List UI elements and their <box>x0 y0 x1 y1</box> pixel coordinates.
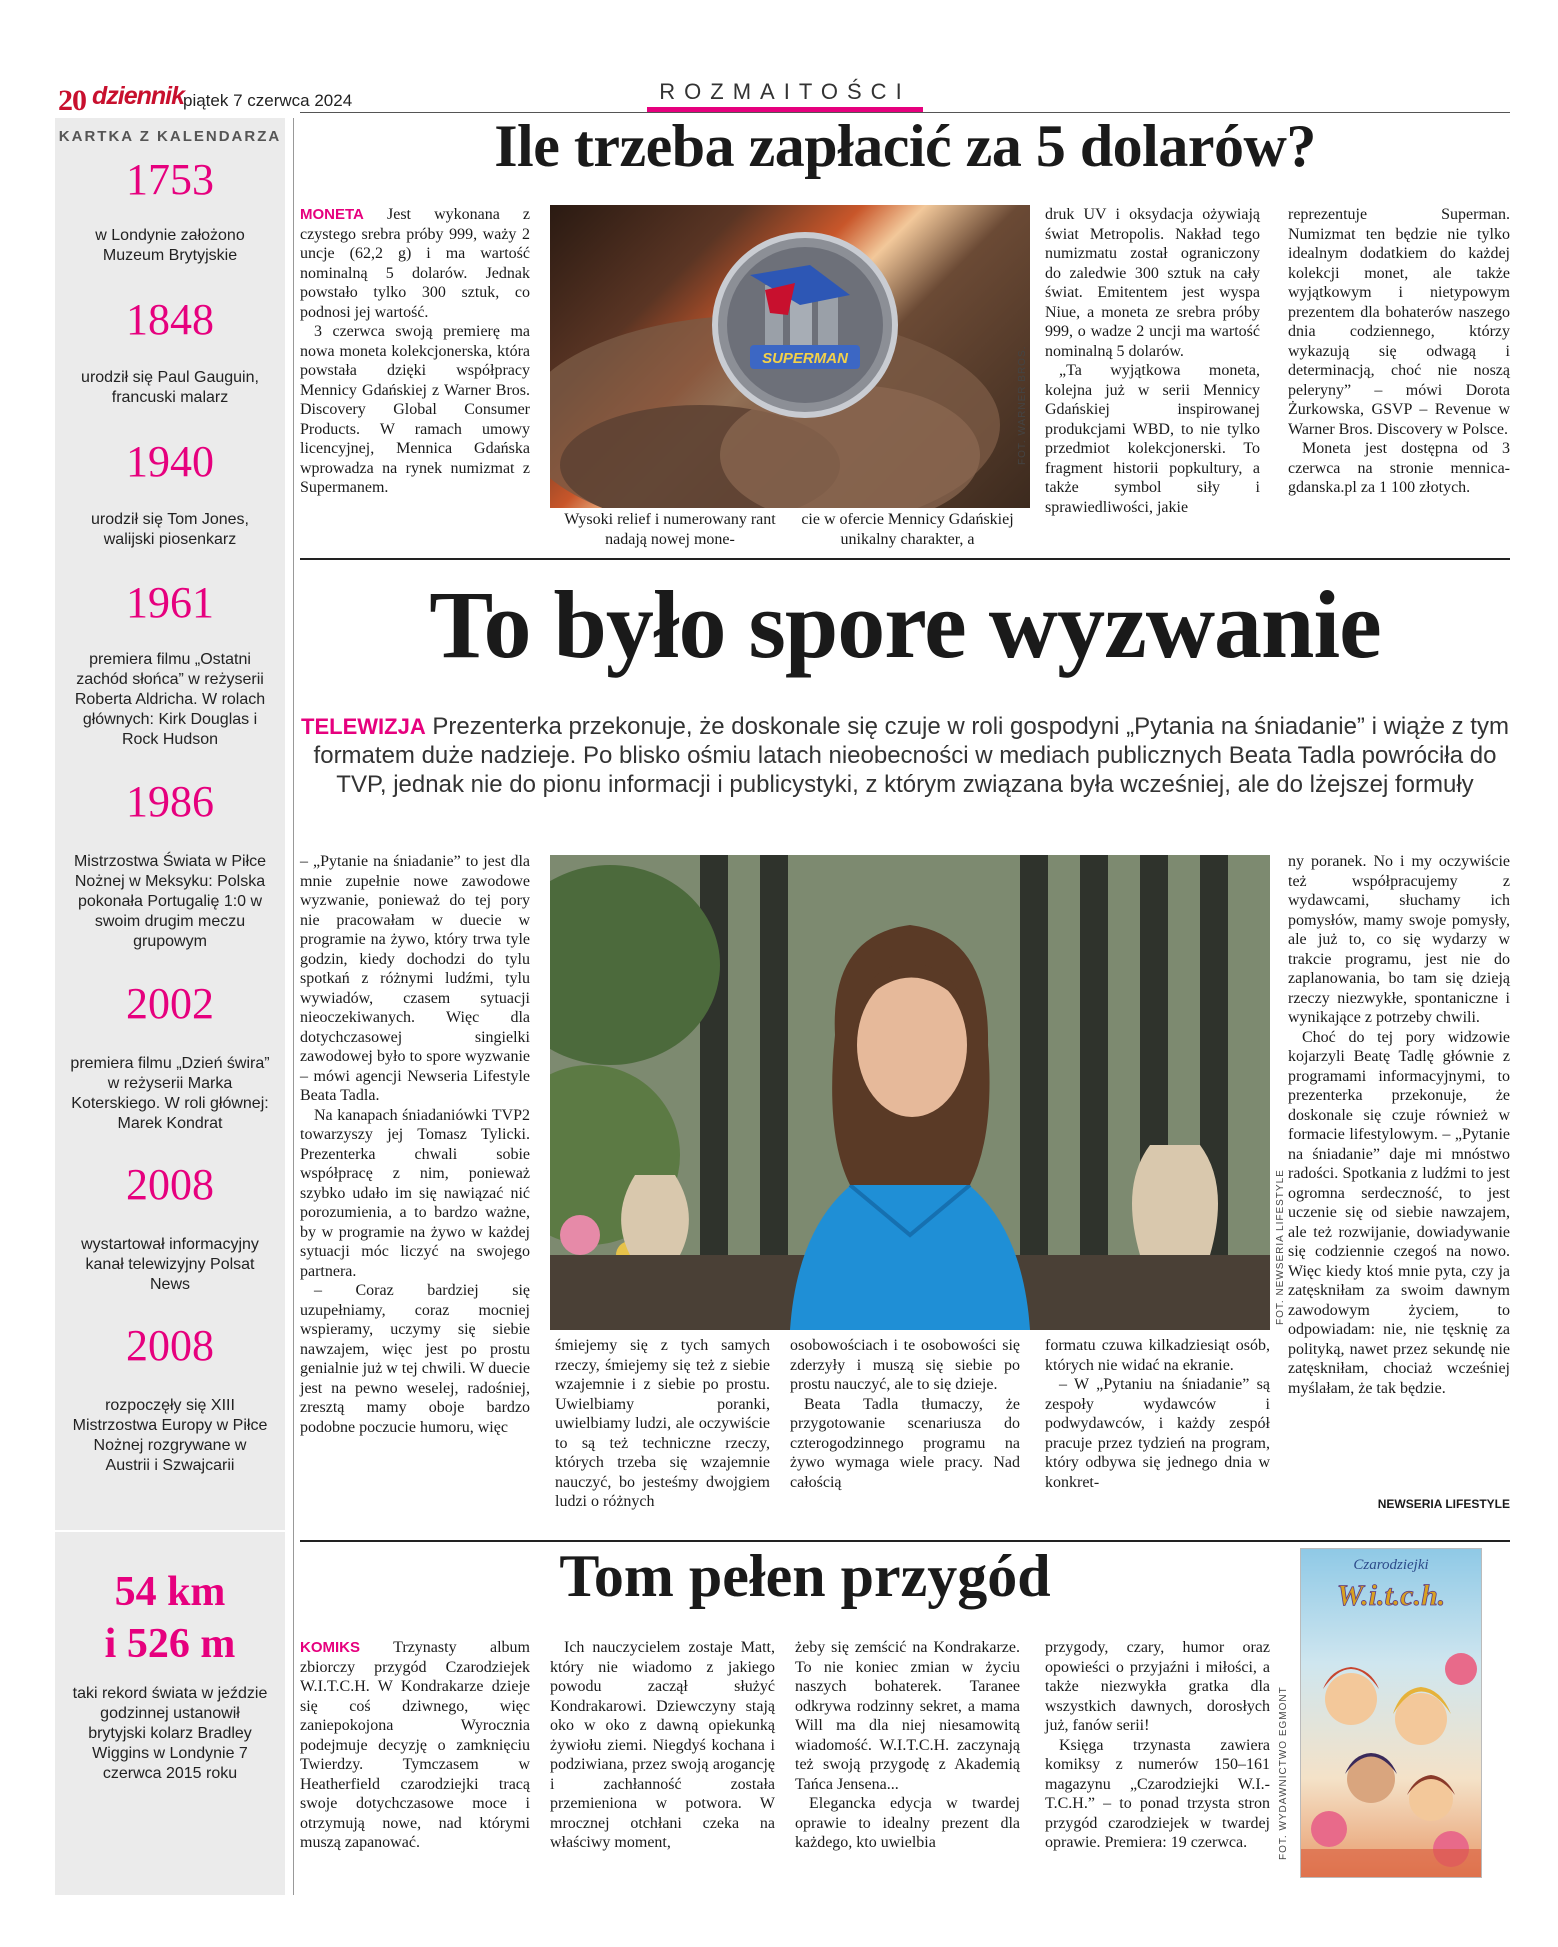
calendar-year: 1940 <box>126 437 214 486</box>
sidebar-title: KARTKA Z KALENDARZA <box>58 128 282 145</box>
article3-col1 <box>300 1638 530 1853</box>
article1-caption: Wysoki relief i numerowany rant nadają nowej mone- <box>564 511 776 548</box>
comic-cover <box>1300 1548 1482 1878</box>
coin-inscription: SUPERMAN <box>762 350 848 367</box>
article3-text: przygody, czary, humor oraz opowieści o przyjaźni i miłości, a także niezwykła gratka dla wszystkich dawnych, dorosłych już, fanów serii! <box>1045 1639 1270 1734</box>
article3-text: Elegancka edycja w twardej oprawie to idealny prezent dla każdego, kto uwielbia <box>795 1795 1020 1851</box>
article1-text: Jest wykonana z czystego srebra próby 999, waży 2 uncje (62,2 g) i ma wartość nominalną 5 dolarów. Jednak powstało tylko 300 sztuk, co podnosi jej wartość. <box>300 206 531 321</box>
article1-col1 <box>300 205 530 498</box>
coin-illustration <box>550 205 1030 508</box>
calendar-year: 2002 <box>126 979 214 1028</box>
article1-text: reprezentuje Superman. Numizmat ten będzie nie tylko idealnym dodatkiem do każdej kolekcji monet, ale także wyjątkowym i nietypowym prezentem dla bohaterów naszego dnia codziennego, którzy wykazują się odwagą i determinacją, choć nie noszą peleryny” – mówi Dorota Żurkowska, GSVP – Revenue w Warner Bros. Discovery w Polsce. <box>1288 206 1510 438</box>
article1-col5 <box>1288 205 1510 498</box>
article1-caption: cie w ofercie Mennicy Gdańskiej unikalny charakter, a <box>801 511 1014 548</box>
article3-text: żeby się zemścić na Kondrakarze. To nie koniec zmian w życiu naszych bohaterek. Taranee odkrywa rodzinny sekret, a mama Will ma dla niej niesamowitą wiadomość. W.I.T.C.H. zaczynają też swoją przygodę z Akademią Tańca Jensena... <box>795 1639 1020 1793</box>
article1-col4 <box>1045 205 1260 517</box>
calendar-year: 2008 <box>126 1321 214 1370</box>
article2-text: – W „Pytaniu na śniadanie” są zespoły wydawców i podwydawców, i każdy zespół pracuje przez tydzień na program, który odbywa się jednego dnia w konkret- <box>1045 1376 1270 1491</box>
issue-date: piątek 7 czerwca 2024 <box>183 91 353 110</box>
article3-text: Trzynasty album zbiorczy przygód Czarodziejek W.I.T.C.H. W Kondrakarze dzieje się coś dziwnego, więc zaniepokojona Wyrocznia podejmuje decyzję o zamknięciu Twierdzy. Tymczasem w Heatherfield czarodziejki tracą swoje dotychczasowe moce i otrzymują nowe, nad którymi muszą zapanować. <box>300 1639 530 1851</box>
article-divider <box>300 558 1510 560</box>
newspaper-logo: dziennik <box>92 82 185 110</box>
article3-col2 <box>550 1638 775 1853</box>
article1-headline: Ile trzeba zapłacić za 5 dolarów? <box>494 113 1316 179</box>
calendar-event: rozpoczęły się XIII Mistrzostwa Europy w Piłce Nożnej rozgrywane w Austrii i Szwajcarii <box>72 1397 268 1474</box>
page-number: 20 <box>58 84 86 117</box>
record-distance-2: i 526 m <box>104 1621 236 1667</box>
article2-col1 <box>300 852 530 1437</box>
article1-text: 3 czerwca swoją premierę ma nowa moneta kolekcjonerska, która powstała dzięki współpracy Mennicy Gdańskiej z Warner Bros. Discovery Global Consumer Products. W ramach umowy licencyjnej, Mennica Gdańska wprowadza na rynek numizmat z Supermanem. <box>300 323 530 496</box>
calendar-event: urodził się Tom Jones, walijski piosenkarz <box>91 511 249 548</box>
cover-logo: W.i.t.c.h. <box>1336 1579 1446 1612</box>
photo-credit: FOT. WYDAWNICTWO EGMONT <box>1278 1686 1289 1860</box>
article2-col2 <box>555 1336 770 1512</box>
presenter-illustration <box>550 855 1270 1330</box>
article1-kicker: MONETA <box>300 206 364 223</box>
article2-text: Beata Tadla tłumaczy, że przygotowanie scenariusza do czterogodzinnego programu na żywo wymaga wiele pracy. Nad całością <box>790 1395 1020 1491</box>
article2-lead-text: Prezenterka przekonuje, że doskonale się czuje w roli gospodyni „Pytania na śniadanie” i wiąże z tym formatem duże nadzieje. Po blisko ośmiu latach nieobecności w mediach publicznych Beata Tadla powróciła do TVP, jednak nie do pionu informacji i publicystyki, z którym związana była wcześniej, ale do lżejszej formuły <box>313 713 1509 798</box>
article2-col3 <box>790 1336 1020 1492</box>
calendar-event: premiera filmu „Dzień świra” w reżyserii Marka Koterskiego. W roli głównej: Marek Kondrat <box>70 1055 270 1132</box>
calendar-event: w Londynie założono Muzeum Brytyjskie <box>95 227 245 264</box>
cover-title: Czarodziejki <box>1353 1557 1429 1573</box>
article2-text: Na kanapach śniadaniówki TVP2 towarzyszy jej Tomasz Tylicki. Prezenterka chwali sobie współpracę z nim, ponieważ szybko udało im się nawiązać nić porozumienia, a to bardzo ważne, by w programie na żywo w każdej sytuacji móc liczyć na swojego partnera. <box>300 1106 530 1280</box>
article3-col4 <box>1045 1638 1270 1853</box>
article2-signature: NEWSERIA LIFESTYLE <box>1377 1497 1510 1511</box>
record-distance: 54 km <box>114 1569 226 1615</box>
calendar-event: urodził się Paul Gauguin, francuski malarz <box>81 369 259 406</box>
article2-lead <box>300 712 1510 799</box>
article3-headline: Tom pełen przygód <box>559 1543 1051 1609</box>
article3-text: Księga trzynasta zawiera komiksy z numerów 150–161 magazynu „Czarodziejki W.I.-T.C.H.” – to ponad trzysta stron przygód czarodziejek w twardej oprawie. Premiera: 19 czerwca. <box>1045 1736 1270 1851</box>
article1-text: druk UV i oksydacja ożywiają świat Metropolis. Nakład tego numizmatu został ograniczony do zaledwie 300 sztuk na cały świat. Emitentem jest wyspa Niue, a moneta ze srebra próby 999, o wadze 2 uncji ma wartość nominalną 5 dolarów. <box>1045 206 1260 360</box>
calendar-year: 1848 <box>126 295 214 344</box>
calendar-year: 1753 <box>126 155 214 204</box>
article3-kicker: KOMIKS <box>300 1639 360 1656</box>
article3-col3 <box>795 1638 1020 1853</box>
calendar-event: Mistrzostwa Świata w Piłce Nożnej w Meksyku: Polska pokonała Portugalię 1:0 w swoim drugim meczu grupowym <box>73 853 267 950</box>
section-title: ROZMAITOŚCI <box>659 79 911 104</box>
sidebar-divider <box>55 1530 285 1532</box>
article2-text: ny poranek. No i my oczywiście też współpracujemy z wydawcami, słuchamy ich pomysłów, mamy swoje pomysły, ale już to, co się wydarzy w trakcie programu, jest nie do zaplanowania, bo tam się dzieją rzeczy niezwykłe, spontaniczne i wynikające z potrzeby chwili. <box>1288 853 1510 1026</box>
calendar-year: 2008 <box>126 1160 214 1209</box>
article2-text: – „Pytanie na śniadanie” to jest dla mnie zupełnie nowe zawodowe wyzwanie, ponieważ do tej pory nie pracowałam w duecie w programie na żywo, który trwa tyle godzin, kiedy dochodzi do tylu spotkań z różnymi ludźmi, tylu wywiadów, czasem sytuacji nieoczekiwanych. Więc dla dotychczasowej singielki zawodowej było to spore wyzwanie – mówi agencji Newseria Lifestyle Beata Tadla. <box>300 853 530 1104</box>
calendar-event: premiera filmu „Ostatni zachód słońca” w reżyserii Roberta Aldricha. W rolach głównych: Kirk Douglas i Rock Hudson <box>74 651 266 748</box>
record-text: taki rekord świata w jeździe godzinnej ustanowił brytyjski kolarz Bradley Wiggins w Londynie 7 czerwca 2015 roku <box>72 1685 268 1782</box>
photo-credit: FOT. NEWSERIA LIFESTYLE <box>1275 1169 1286 1325</box>
article1-text: „Ta wyjątkowa moneta, kolejna już w serii Mennicy Gdańskiej inspirowanej produkcjami WBD, to nie tylko przedmiot kolekcjonerski. To fragment historii popkultury, a także symbol siły i sprawiedliwości, jakie <box>1045 362 1260 516</box>
article2-col5 <box>1288 852 1510 1398</box>
article2-text: Choć do tej pory widzowie kojarzyli Beatę Tadlę głównie z programami informacyjnymi, to prezenterka przekonuje, że doskonale się czuje również w formacie lifestylowym. – „Pytanie na śniadanie” daje mi mnóstwo radości. Spotkania z ludźmi to jest ogromna serdeczność, to jest uczenie się od siebie nawzajem, ale też rozwijanie, dowiadywanie się codziennie czegoś na nowo. Więc kiedy ktoś mnie pyta, czy ja zatęskniłam za swoim dawnym zawodowym życiem, to odpowiadam: nie, nie tęsknię za polityką, nawet przez sekundę nie zatęskniłam, chociaż wcześniej myślałam, że tak będzie. <box>1288 1028 1510 1397</box>
calendar-year: 1961 <box>126 578 214 627</box>
article2-text: śmiejemy się z tych samych rzeczy, śmiejemy się też z siebie wzajemnie i z siebie po prostu. Uwielbiamy poranki, uwielbiamy ludzi, ale oczywiście to są też techniczne rzeczy, których trzeba się wzajemnie nauczyć, bo jesteśmy dwojgiem ludzi o różnych <box>555 1337 770 1510</box>
calendar-year: 1986 <box>126 777 214 826</box>
article2-col4 <box>1045 1336 1270 1492</box>
article2-kicker: TELEWIZJA <box>301 714 426 739</box>
article2-text: – Coraz bardziej się uzupełniamy, coraz mocniej wspieramy, uczymy się siebie nawzajem, więc jest po prostu genialnie już w tej chwili. W duecie jest na pewno weselej, radośniej, zresztą mamy oboje bardzo podobne poczucie humoru, więc <box>300 1282 530 1436</box>
sidebar-rule <box>293 118 294 1895</box>
presenter-photo <box>550 855 1270 1330</box>
article3-text: Ich nauczycielem zostaje Matt, który nie wiadomo z jakiego powodu zaczął służyć Kondrakarowi. Dziewczyny stają oko w oko z dawną opiekunką żywiołu ziemi. Niegdyś kochana i podziwiana, przez swoją arogancję i zachłanność została przemieniona w potwora. W mrocznej otchłani czeka na właściwy moment, <box>550 1639 775 1851</box>
calendar-event: wystartował informacyjny kanał telewizyjny Polsat News <box>81 1236 259 1293</box>
article2-text: formatu czuwa kilkadziesiąt osób, których nie widać na ekranie. <box>1045 1337 1270 1374</box>
article2-text: osobowościach i te osobowości się zderzyły i muszą się siebie po prostu nauczyć, ale to się dzieje. <box>790 1337 1020 1393</box>
coin-photo <box>550 205 1030 508</box>
article1-text: Moneta jest dostępna od 3 czerwca na stronie mennica-gdanska.pl za 1 100 złotych. <box>1288 440 1510 496</box>
comic-cover-art <box>1301 1549 1481 1877</box>
photo-credit: FOT. WARNER BROS. <box>1017 345 1028 465</box>
article2-headline: To było spore wyzwanie <box>429 571 1381 678</box>
